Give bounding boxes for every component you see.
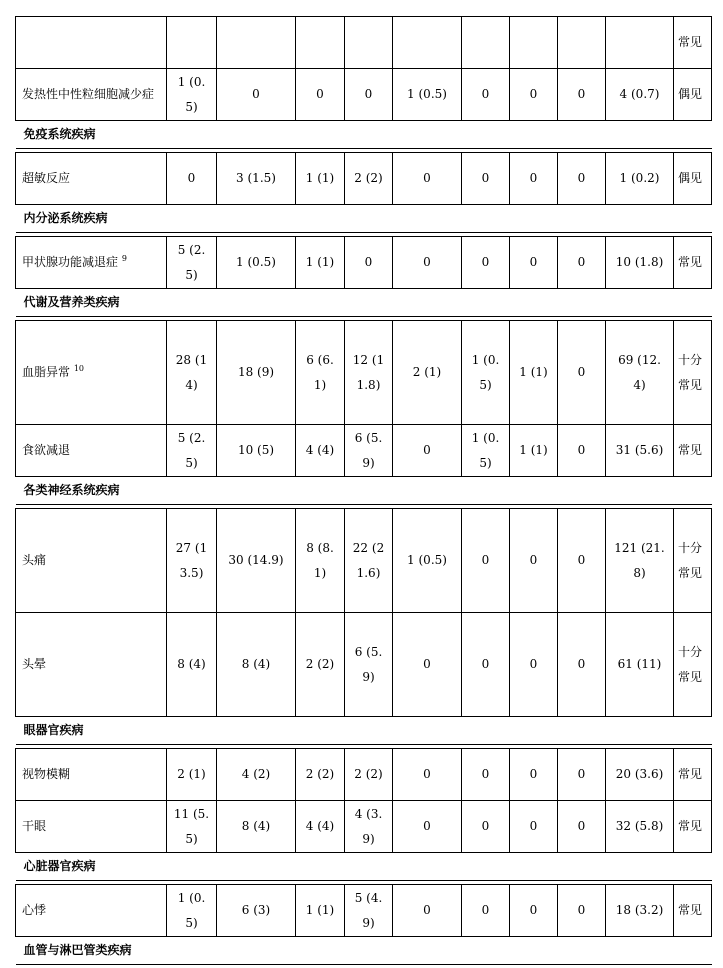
value-cell: 0 [558,749,606,801]
value-cell: 0 [393,749,462,801]
value-cell: 0 [345,69,393,121]
reaction-name-cell [16,69,167,121]
value-cell: 0 [393,885,462,937]
value-cell: 0 [462,885,510,937]
value-cell: 0 [510,237,558,289]
value-cell: 0 [510,509,558,613]
reaction-name-cell [16,885,167,937]
reaction-name: 视物模糊 [22,767,70,781]
category-row [16,289,712,317]
table-row [16,801,712,853]
category-row [16,853,712,881]
value-cell: 0 [462,153,510,205]
value-cell: 0 [558,509,606,613]
reaction-name: 食欲减退 [22,443,70,457]
value-cell: 61 (11) [606,613,674,717]
value-cell: 1 (0.5) [462,321,510,425]
reaction-name-cell [16,425,167,477]
value-cell: 0 [510,749,558,801]
value-cell: 4 (0.7) [606,69,674,121]
reaction-name: 干眼 [22,819,46,833]
value-cell [462,17,510,69]
reaction-name-cell [16,509,167,613]
value-cell: 0 [393,801,462,853]
value-cell: 6 (5.9) [345,613,393,717]
value-cell: 0 [296,69,345,121]
value-cell: 0 [558,321,606,425]
reaction-name: 发热性中性粒细胞减少症 [22,87,154,101]
value-cell: 1 (1) [296,153,345,205]
frequency-cell: 常见 [674,749,712,801]
value-cell: 1 (0.5) [217,237,296,289]
value-cell: 12 (11.8) [345,321,393,425]
value-cell: 1 (1) [296,885,345,937]
value-cell: 0 [462,801,510,853]
frequency-cell: 十分常见 [674,321,712,425]
value-cell: 6 (5.9) [345,425,393,477]
value-cell: 20 (3.6) [606,749,674,801]
category-cell [16,121,712,149]
table-row [16,509,712,613]
frequency-cell: 常见 [674,237,712,289]
value-cell: 0 [558,69,606,121]
reaction-name-cell [16,17,167,69]
value-cell: 1 (0.5) [462,425,510,477]
value-cell: 30 (14.9) [217,509,296,613]
category-cell [16,717,712,745]
value-cell: 0 [393,613,462,717]
footnote-marker: 9 [122,254,127,263]
category-row [16,477,712,505]
category-label: 免疫系统疾病 [24,122,96,147]
reaction-name-cell [16,613,167,717]
value-cell [558,17,606,69]
value-cell: 0 [558,153,606,205]
reaction-name: 超敏反应 [22,171,70,185]
spacer-row [16,965,712,968]
value-cell: 28 (14) [167,321,217,425]
category-row [16,717,712,745]
value-cell [217,17,296,69]
value-cell: 0 [462,613,510,717]
value-cell [606,17,674,69]
value-cell: 6 (3) [217,885,296,937]
value-cell: 1 (0.5) [393,69,462,121]
value-cell [296,17,345,69]
category-cell [16,477,712,505]
value-cell: 1 (1) [510,321,558,425]
category-label: 血管与淋巴管类疾病 [24,938,132,963]
frequency-cell: 偶见 [674,69,712,121]
value-cell: 0 [558,885,606,937]
value-cell: 0 [558,425,606,477]
value-cell: 22 (21.6) [345,509,393,613]
value-cell: 1 (0.2) [606,153,674,205]
adverse-reactions-table [15,16,712,968]
frequency-cell: 常见 [674,425,712,477]
value-cell: 0 [510,153,558,205]
footnote-marker: 10 [74,364,84,373]
value-cell: 0 [393,425,462,477]
value-cell: 0 [462,69,510,121]
value-cell: 27 (13.5) [167,509,217,613]
reaction-name: 头痛 [22,553,46,567]
value-cell: 32 (5.8) [606,801,674,853]
frequency-cell: 常见 [674,801,712,853]
value-cell: 1 (1) [296,237,345,289]
value-cell: 0 [510,613,558,717]
table-row [16,69,712,121]
category-row [16,205,712,233]
table-row [16,885,712,937]
value-cell: 0 [393,153,462,205]
value-cell: 5 (2.5) [167,237,217,289]
value-cell: 2 (1) [167,749,217,801]
category-label: 眼器官疾病 [24,718,84,743]
frequency-cell: 偶见 [674,153,712,205]
value-cell: 0 [462,509,510,613]
frequency-cell: 常见 [674,885,712,937]
reaction-name: 头晕 [22,657,46,671]
value-cell: 2 (1) [393,321,462,425]
table-row [16,749,712,801]
reaction-name-cell [16,321,167,425]
category-cell [16,853,712,881]
value-cell: 4 (2) [217,749,296,801]
value-cell: 0 [510,885,558,937]
value-cell [393,17,462,69]
value-cell: 4 (4) [296,801,345,853]
value-cell: 1 (0.5) [167,69,217,121]
reaction-name-cell [16,237,167,289]
value-cell [345,17,393,69]
value-cell: 2 (2) [296,749,345,801]
value-cell: 0 [558,613,606,717]
table-row [16,613,712,717]
value-cell: 0 [558,801,606,853]
category-cell [16,205,712,233]
category-label: 各类神经系统疾病 [24,478,120,503]
table-row [16,425,712,477]
category-cell [16,937,712,965]
value-cell: 0 [510,69,558,121]
value-cell: 4 (3.9) [345,801,393,853]
table-row [16,237,712,289]
value-cell: 0 [462,749,510,801]
reaction-name: 血脂异常 [22,365,70,379]
value-cell: 8 (8.1) [296,509,345,613]
value-cell: 8 (4) [217,801,296,853]
value-cell: 18 (9) [217,321,296,425]
value-cell: 0 [167,153,217,205]
value-cell: 8 (4) [167,613,217,717]
value-cell: 69 (12.4) [606,321,674,425]
value-cell: 0 [345,237,393,289]
value-cell: 4 (4) [296,425,345,477]
value-cell: 18 (3.2) [606,885,674,937]
frequency-cell: 十分常见 [674,613,712,717]
category-label: 心脏器官疾病 [24,854,96,879]
table-row [16,153,712,205]
value-cell: 2 (2) [345,749,393,801]
table-row [16,17,712,69]
value-cell: 31 (5.6) [606,425,674,477]
reaction-name: 心悸 [22,903,46,917]
table-row [16,321,712,425]
table-body [16,17,712,968]
value-cell: 1 (0.5) [167,885,217,937]
reaction-name-cell [16,801,167,853]
value-cell: 6 (6.1) [296,321,345,425]
value-cell [167,17,217,69]
value-cell: 5 (2.5) [167,425,217,477]
value-cell: 0 [558,237,606,289]
reaction-name: 甲状腺功能减退症 [22,255,118,269]
frequency-cell: 常见 [674,17,712,69]
reaction-name-cell [16,749,167,801]
category-row [16,121,712,149]
value-cell: 5 (4.9) [345,885,393,937]
value-cell [510,17,558,69]
value-cell: 3 (1.5) [217,153,296,205]
category-row [16,937,712,965]
category-cell [16,289,712,317]
spacer-cell [16,965,712,968]
category-label: 内分泌系统疾病 [24,206,108,231]
value-cell: 10 (5) [217,425,296,477]
value-cell: 8 (4) [217,613,296,717]
value-cell: 10 (1.8) [606,237,674,289]
value-cell: 11 (5.5) [167,801,217,853]
value-cell: 0 [393,237,462,289]
frequency-cell: 十分常见 [674,509,712,613]
value-cell: 0 [217,69,296,121]
value-cell: 1 (1) [510,425,558,477]
value-cell: 2 (2) [345,153,393,205]
value-cell: 121 (21.8) [606,509,674,613]
value-cell: 1 (0.5) [393,509,462,613]
value-cell: 2 (2) [296,613,345,717]
reaction-name-cell [16,153,167,205]
value-cell: 0 [510,801,558,853]
value-cell: 0 [462,237,510,289]
category-label: 代谢及营养类疾病 [24,290,120,315]
